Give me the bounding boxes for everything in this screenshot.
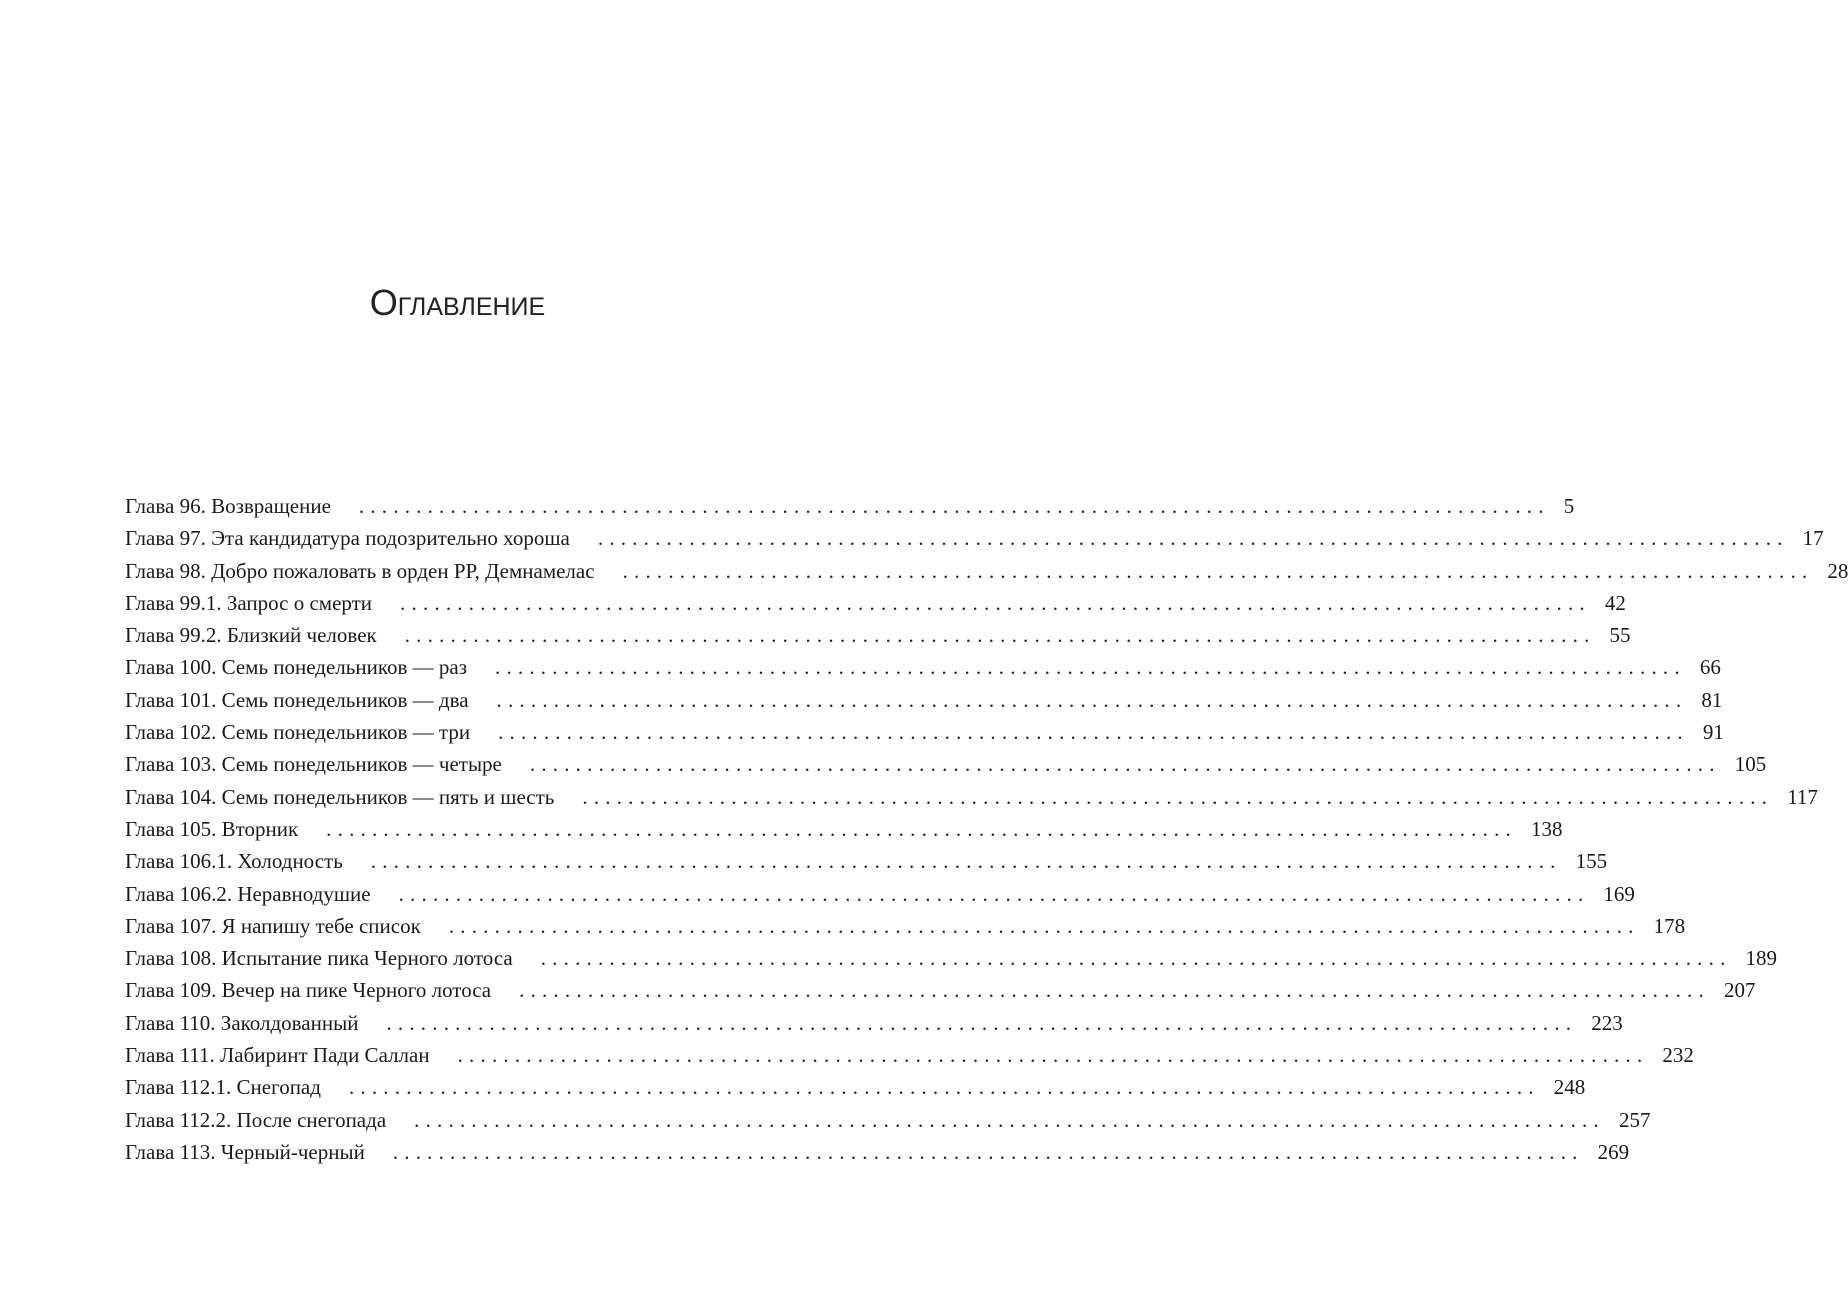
toc-dot-leader: ........................................................................................................ <box>392 1139 1584 1164</box>
toc-dot-leader: ........................................................................................................ <box>495 655 1686 680</box>
toc-entry[interactable] <box>125 1039 1694 1071</box>
toc-entry-page: 189 <box>1745 946 1778 971</box>
toc-entry[interactable] <box>125 555 1848 587</box>
toc-entry[interactable] <box>125 1136 1630 1168</box>
toc-entry-title: Глава 106.1. Холодность <box>125 849 343 874</box>
toc-entry[interactable] <box>125 684 1723 716</box>
toc-entry-page: 28 <box>1827 558 1848 583</box>
toc-entry-title: Глава 110. Заколдованный <box>125 1010 359 1035</box>
toc-entry-page: 269 <box>1597 1139 1630 1164</box>
toc-entry-page: 91 <box>1702 720 1724 745</box>
toc-entry-title: Глава 103. Семь понедельников — четыре <box>125 752 502 777</box>
toc-entry-title: Глава 106.2. Неравнодушие <box>125 881 371 906</box>
toc-entry-page: 105 <box>1734 752 1767 777</box>
toc-entry-title: Глава 113. Черный-черный <box>125 1139 365 1164</box>
toc-dot-leader: ........................................................................................................ <box>498 720 1689 745</box>
toc-entry-title: Глава 100. Семь понедельников — раз <box>125 655 467 680</box>
toc-entry-page: 66 <box>1699 655 1721 680</box>
toc-entry-title: Глава 112.1. Снегопад <box>125 1075 321 1100</box>
toc-entry-page: 169 <box>1603 881 1635 906</box>
toc-entry-title: Глава 102. Семь понедельников — три <box>125 720 471 745</box>
toc-dot-leader: ........................................................................................................ <box>496 687 1688 712</box>
toc-entry-page: 257 <box>1618 1107 1651 1132</box>
table-of-contents <box>125 490 1848 1168</box>
toc-entry-page: 55 <box>1609 623 1631 648</box>
toc-entry[interactable] <box>125 1104 1651 1136</box>
toc-entry-title: Глава 107. Я напишу тебе список <box>125 913 421 938</box>
toc-entry[interactable] <box>125 1071 1586 1103</box>
toc-entry-page: 17 <box>1802 526 1824 551</box>
toc-entry-title: Глава 104. Семь понедельников — пять и шесть <box>125 784 555 809</box>
toc-entry-page: 248 <box>1553 1075 1586 1100</box>
toc-entry[interactable] <box>125 781 1818 813</box>
toc-entry[interactable] <box>125 942 1778 974</box>
toc-dot-leader: ........................................................................................................ <box>529 752 1721 777</box>
toc-entry-page: 117 <box>1787 784 1818 809</box>
toc-entry-title: Глава 101. Семь понедельников — два <box>125 687 469 712</box>
toc-dot-leader: ........................................................................................................ <box>457 1043 1649 1068</box>
toc-entry-page: 42 <box>1604 590 1626 615</box>
toc-entry-title: Глава 108. Испытание пика Черного лотоса <box>125 946 513 971</box>
toc-entry[interactable] <box>125 910 1686 942</box>
toc-dot-leader: ........................................................................................................ <box>622 558 1814 583</box>
toc-entry-title: Глава 98. Добро пожаловать в орден РР, Демнамелас <box>125 558 595 583</box>
toc-entry[interactable] <box>125 716 1724 748</box>
toc-dot-leader: ........................................................................................................ <box>398 881 1590 906</box>
toc-entry-title: Глава 97. Эта кандидатура подозрительно хороша <box>125 526 570 551</box>
toc-dot-leader: ........................................................................................................ <box>519 978 1710 1003</box>
toc-entry-title: Глава 99.1. Запрос о смерти <box>125 590 373 615</box>
toc-entry[interactable] <box>125 522 1824 554</box>
toc-entry-page: 81 <box>1701 687 1723 712</box>
toc-entry-title: Глава 99.2. Близкий человек <box>125 623 377 648</box>
toc-entry-title: Глава 105. Вторник <box>125 816 299 841</box>
toc-entry-title: Глава 111. Лабиринт Пади Саллан <box>125 1043 430 1068</box>
toc-entry[interactable] <box>125 813 1563 845</box>
toc-entry[interactable] <box>125 878 1635 910</box>
toc-entry-page: 178 <box>1653 913 1686 938</box>
toc-entry[interactable] <box>125 619 1631 651</box>
toc-entry[interactable] <box>125 651 1721 683</box>
toc-entry[interactable] <box>125 845 1608 877</box>
toc-entry-title: Глава 112.2. После снегопада <box>125 1107 387 1132</box>
toc-dot-leader: ........................................................................................................ <box>414 1107 1605 1132</box>
toc-dot-leader: ........................................................................................................ <box>404 623 1596 648</box>
toc-dot-leader: ........................................................................................................ <box>348 1075 1540 1100</box>
toc-dot-leader: ........................................................................................................ <box>448 913 1640 938</box>
toc-dot-leader: ........................................................................................................ <box>370 849 1562 874</box>
toc-entry-title: Глава 96. Возвращение <box>125 494 331 518</box>
page-title: Оглавление <box>369 282 546 323</box>
toc-entry-page: 207 <box>1723 978 1756 1003</box>
toc-dot-leader: ........................................................................................................ <box>540 946 1732 971</box>
toc-dot-leader: ........................................................................................................ <box>582 784 1774 809</box>
toc-entry[interactable] <box>125 587 1626 619</box>
toc-entry-page: 223 <box>1591 1010 1623 1035</box>
toc-dot-leader: ........................................................................................................ <box>326 816 1517 841</box>
toc-dot-leader: ........................................................................................................ <box>400 590 1591 615</box>
toc-entry[interactable] <box>125 1007 1623 1039</box>
toc-dot-leader: ........................................................................................................ <box>597 526 1789 551</box>
toc-entry-page: 155 <box>1575 849 1608 874</box>
toc-dot-leader: ........................................................................................................ <box>358 494 1550 518</box>
toc-entry[interactable] <box>125 748 1767 780</box>
toc-entry-page: 138 <box>1530 816 1563 841</box>
toc-entry[interactable] <box>125 974 1756 1006</box>
toc-entry[interactable] <box>125 490 1575 522</box>
toc-entry-title: Глава 109. Вечер на пике Черного лотоса <box>125 978 492 1003</box>
toc-entry-page: 5 <box>1563 494 1575 518</box>
toc-dot-leader: ........................................................................................................ <box>386 1010 1578 1035</box>
toc-entry-page: 232 <box>1662 1043 1694 1068</box>
